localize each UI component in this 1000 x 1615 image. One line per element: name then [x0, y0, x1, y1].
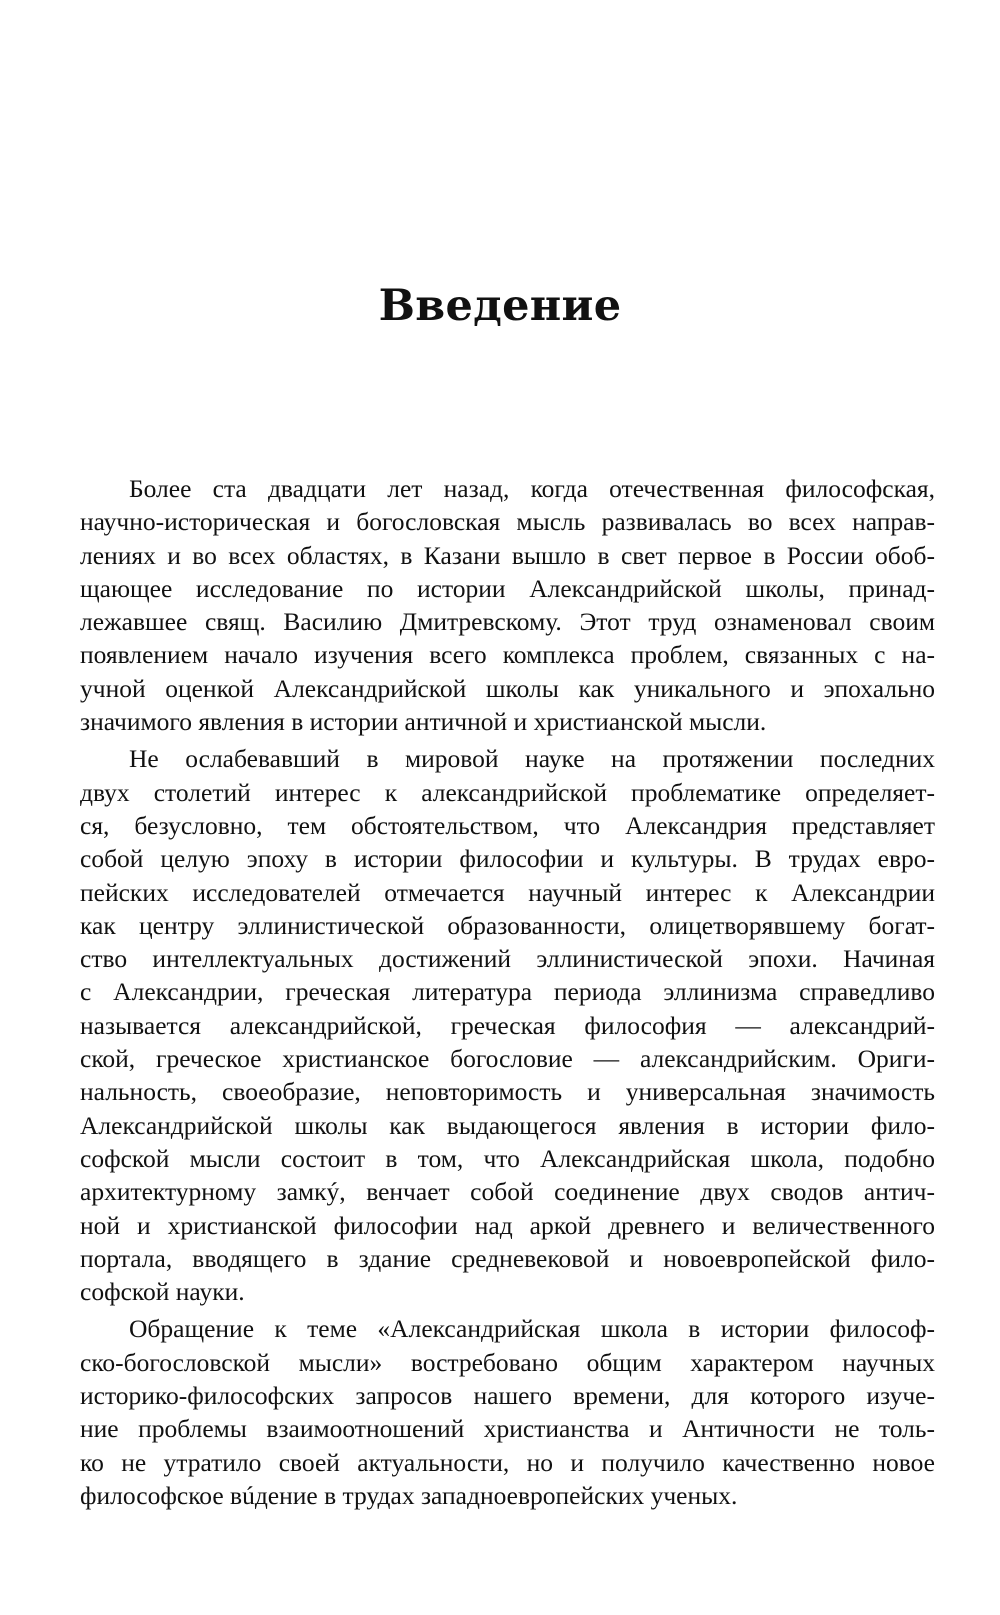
text-line: лениях и во всех областях, в Казани вышло в свет первое в России обоб- [80, 540, 935, 570]
text-line: учной оценкой Александрийской школы как уникального и эпохально [80, 673, 935, 703]
text-line: с Александрии, греческая литература периода эллинизма справедливо [80, 977, 935, 1007]
text-line: портала, вводящего в здание средневековой и новоевропейской фило- [80, 1243, 935, 1273]
text-line: Александрийской школы как выдающегося явления в истории фило- [80, 1110, 935, 1140]
text-line: появлением начало изучения всего комплекса проблем, связанных с на- [80, 640, 935, 670]
text-line: философское вúдение в трудах западноевропейских ученых. [80, 1480, 738, 1510]
text-line: софской науки. [80, 1277, 245, 1307]
text-line: ние проблемы взаимоотношений христианства и Античности не толь- [80, 1414, 935, 1444]
text-line: щающее исследование по истории Александрийской школы, принад- [80, 573, 935, 603]
text-line: собой целую эпоху в истории философии и культуры. В трудах евро- [80, 844, 935, 874]
text-line: архитектурному замкý, венчает собой соединение двух сводов антич- [80, 1177, 935, 1207]
paragraph-2 [80, 742, 935, 1308]
text-line: ской, греческое христианское богословие — александрийским. Ориги- [80, 1044, 935, 1074]
text-line: Обращение к теме «Александрийская школа в истории философ- [129, 1314, 935, 1344]
text-line: историко-философских запросов нашего времени, для которого изуче- [80, 1381, 935, 1411]
body-text [80, 472, 935, 1516]
paragraph-3 [80, 1312, 935, 1512]
text-line: нальность, своеобразие, неповторимость и универсальная значимость [80, 1077, 935, 1107]
text-line: ство интеллектуальных достижений эллинистической эпохи. Начиная [80, 944, 935, 974]
text-line: называется александрийской, греческая философия — александрий- [80, 1010, 935, 1040]
text-line: научно-историческая и богословская мысль развивалась во всех направ- [80, 507, 935, 537]
text-line: ско-богословской мысли» востребовано общим характером научных [80, 1347, 935, 1377]
chapter-title: Введение [378, 281, 622, 331]
text-line: как центру эллинистической образованности, олицетворявшему богат- [80, 910, 935, 940]
text-line: софской мысли состоит в том, что Александрийская школа, подобно [80, 1143, 935, 1173]
text-line: ся, безусловно, тем обстоятельством, что Александрия представляет [80, 810, 935, 840]
text-line: пейских исследователей отмечается научный интерес к Александрии [80, 877, 935, 907]
text-line: ной и христианской философии над аркой древнего и величественного [80, 1210, 935, 1240]
text-line: ко не утратило своей актуальности, но и получило качественно новое [80, 1447, 935, 1477]
text-line: двух столетий интерес к александрийской проблематике определяет- [80, 777, 935, 807]
paragraph-1 [80, 472, 935, 738]
text-line: значимого явления в истории античной и христианской мысли. [80, 707, 767, 737]
text-line: Более ста двадцати лет назад, когда отечественная философская, [129, 474, 935, 503]
text-line: Не ослабевавший в мировой науке на протяжении последних [129, 744, 935, 774]
text-line: лежавшее свящ. Василию Дмитревскому. Этот труд ознаменовал своим [80, 607, 935, 637]
